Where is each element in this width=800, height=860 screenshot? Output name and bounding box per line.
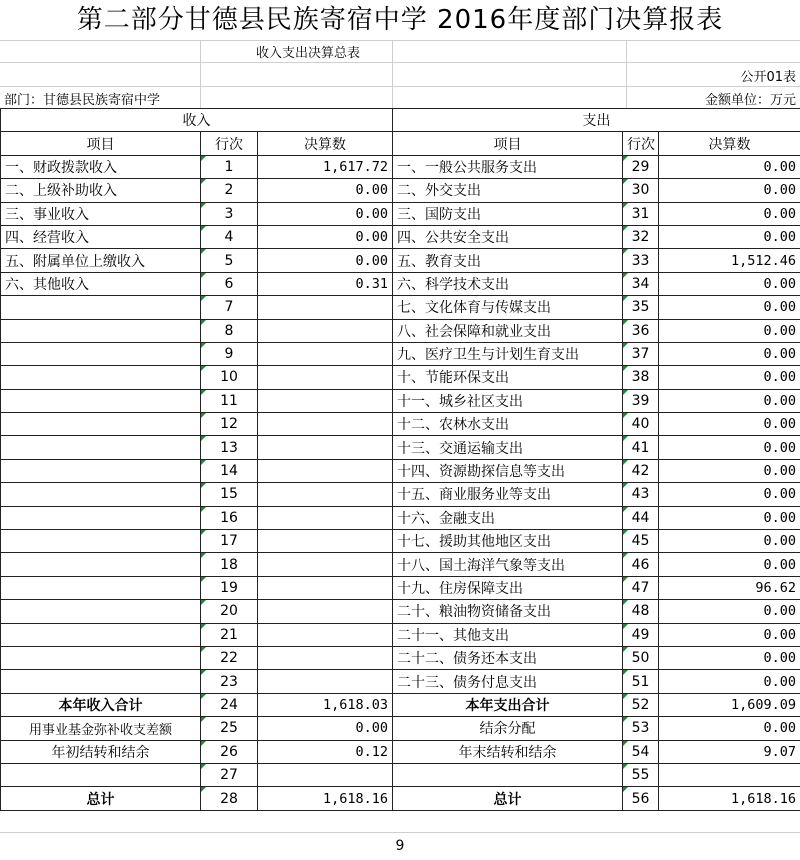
income-item-header: 项目 (1, 132, 201, 155)
expense-line-no: 35 (623, 296, 659, 319)
income-line-header: 行次 (201, 132, 258, 155)
expense-header: 支出 (393, 109, 800, 132)
subtitle-row (0, 40, 800, 63)
income-summary-item: 本年收入合计 (1, 693, 201, 716)
income-line-no: 11 (201, 389, 258, 412)
expense-amount: 0.00 (659, 436, 800, 459)
income-amount (258, 483, 393, 506)
income-item (1, 506, 201, 529)
expense-summary-item: 年末结转和结余 (393, 740, 623, 763)
income-line-no: 12 (201, 413, 258, 436)
table-row (1, 202, 800, 225)
expense-item: 二十一、其他支出 (393, 623, 623, 646)
expense-item: 十六、金融支出 (393, 506, 623, 529)
expense-item: 二、外交支出 (393, 179, 623, 202)
income-line-no: 23 (201, 670, 258, 693)
section-header-row (1, 109, 800, 132)
expense-summary-item: 总计 (393, 787, 623, 810)
expense-item: 四、公共安全支出 (393, 225, 623, 248)
expense-item: 十七、援助其他地区支出 (393, 530, 623, 553)
income-amount (258, 436, 393, 459)
income-amount: 0.00 (258, 717, 393, 740)
expense-line-no: 29 (623, 155, 659, 178)
expense-amount: 0.00 (659, 155, 800, 178)
summary-row (1, 787, 800, 810)
income-line-no: 14 (201, 459, 258, 482)
income-item: 三、事业收入 (1, 202, 201, 225)
income-line-no: 1 (201, 155, 258, 178)
expense-amount: 1,609.09 (659, 693, 800, 716)
income-item: 四、经营收入 (1, 225, 201, 248)
expense-item: 二十二、债务还本支出 (393, 646, 623, 669)
income-item (1, 670, 201, 693)
expense-item: 三、国防支出 (393, 202, 623, 225)
table-row (1, 646, 800, 669)
expense-line-no: 34 (623, 272, 659, 295)
page-number: 9 (0, 832, 800, 860)
table-row (1, 319, 800, 342)
income-item (1, 319, 201, 342)
income-line-no: 27 (201, 763, 258, 786)
income-line-no: 26 (201, 740, 258, 763)
income-amount (258, 506, 393, 529)
expense-line-no: 47 (623, 576, 659, 599)
expense-line-no: 55 (623, 763, 659, 786)
expense-item: 十三、交通运输支出 (393, 436, 623, 459)
income-item (1, 296, 201, 319)
expense-line-no: 50 (623, 646, 659, 669)
income-line-no: 6 (201, 272, 258, 295)
expense-amount: 0.00 (659, 646, 800, 669)
expense-amount: 0.00 (659, 717, 800, 740)
income-amount (258, 576, 393, 599)
income-amount: 0.31 (258, 272, 393, 295)
income-line-no: 22 (201, 646, 258, 669)
income-amount (258, 670, 393, 693)
expense-amount: 0.00 (659, 366, 800, 389)
income-line-no: 25 (201, 717, 258, 740)
income-line-no: 4 (201, 225, 258, 248)
expense-amount: 0.00 (659, 225, 800, 248)
table-row (1, 670, 800, 693)
income-line-no: 8 (201, 319, 258, 342)
income-line-no: 24 (201, 693, 258, 716)
table-row (1, 179, 800, 202)
expense-amount: 0.00 (659, 623, 800, 646)
expense-line-no: 37 (623, 342, 659, 365)
subtitle: 收入支出决算总表 (256, 46, 361, 61)
summary-row (1, 763, 800, 786)
income-amount (258, 319, 393, 342)
income-amount: 0.00 (258, 202, 393, 225)
unit-label: 金额单位：万元 (704, 93, 796, 108)
expense-amount: 0.00 (659, 413, 800, 436)
expense-line-no: 31 (623, 202, 659, 225)
expense-line-no: 48 (623, 600, 659, 623)
table-row (1, 155, 800, 178)
income-amount (258, 459, 393, 482)
income-item: 六、其他收入 (1, 272, 201, 295)
income-amount: 1,618.16 (258, 787, 393, 810)
expense-item: 二十、粮油物资储备支出 (393, 600, 623, 623)
income-item (1, 576, 201, 599)
expense-line-no: 53 (623, 717, 659, 740)
expense-line-no: 30 (623, 179, 659, 202)
income-item: 二、上级补助收入 (1, 179, 201, 202)
income-item (1, 530, 201, 553)
expense-summary-item: 本年支出合计 (393, 693, 623, 716)
income-amount (258, 553, 393, 576)
expense-item: 六、科学技术支出 (393, 272, 623, 295)
form-code: 公开01表 (740, 70, 796, 85)
expense-amount: 0.00 (659, 179, 800, 202)
expense-line-no: 38 (623, 366, 659, 389)
expense-line-no: 33 (623, 249, 659, 272)
summary-row (1, 717, 800, 740)
expense-line-no: 32 (623, 225, 659, 248)
expense-item: 九、医疗卫生与计划生育支出 (393, 342, 623, 365)
expense-line-no: 39 (623, 389, 659, 412)
expense-line-no: 45 (623, 530, 659, 553)
income-amount: 1,617.72 (258, 155, 393, 178)
income-line-no: 28 (201, 787, 258, 810)
income-summary-item: 年初结转和结余 (1, 740, 201, 763)
income-line-no: 13 (201, 436, 258, 459)
income-line-no: 21 (201, 623, 258, 646)
income-amount (258, 530, 393, 553)
income-amount (258, 646, 393, 669)
income-item (1, 600, 201, 623)
income-item (1, 553, 201, 576)
expense-amount: 0.00 (659, 202, 800, 225)
table-row (1, 366, 800, 389)
income-line-no: 3 (201, 202, 258, 225)
table-row (1, 342, 800, 365)
income-item (1, 646, 201, 669)
expense-line-no: 46 (623, 553, 659, 576)
expense-amount: 1,618.16 (659, 787, 800, 810)
income-line-no: 17 (201, 530, 258, 553)
expense-amount: 0.00 (659, 296, 800, 319)
income-amount (258, 296, 393, 319)
income-line-no: 16 (201, 506, 258, 529)
table-row (1, 389, 800, 412)
department-label: 部门：甘德县民族寄宿中学 (4, 93, 161, 108)
income-summary-item: 用事业基金弥补收支差额 (1, 717, 201, 740)
expense-item: 十四、资源勘探信息等支出 (393, 459, 623, 482)
income-summary-item: 总计 (1, 787, 201, 810)
income-item (1, 366, 201, 389)
table-row (1, 600, 800, 623)
expense-line-no: 44 (623, 506, 659, 529)
expense-item: 十九、住房保障支出 (393, 576, 623, 599)
summary-row (1, 693, 800, 716)
expense-item: 十二、农林水支出 (393, 413, 623, 436)
expense-line-header: 行次 (623, 132, 659, 155)
income-item: 五、附属单位上缴收入 (1, 249, 201, 272)
income-header: 收入 (1, 109, 393, 132)
expense-amount: 0.00 (659, 319, 800, 342)
income-amount: 0.00 (258, 225, 393, 248)
income-amount (258, 413, 393, 436)
expense-line-no: 42 (623, 459, 659, 482)
income-amount (258, 763, 393, 786)
income-item (1, 342, 201, 365)
income-amount (258, 623, 393, 646)
expense-line-no: 51 (623, 670, 659, 693)
table-row (1, 530, 800, 553)
expense-amount: 0.00 (659, 530, 800, 553)
income-amount (258, 342, 393, 365)
expense-item-header: 项目 (393, 132, 623, 155)
expense-amount: 0.00 (659, 600, 800, 623)
expense-line-no: 52 (623, 693, 659, 716)
income-line-no: 18 (201, 553, 258, 576)
income-amount: 0.00 (258, 249, 393, 272)
expense-amount: 0.00 (659, 389, 800, 412)
expense-item: 五、教育支出 (393, 249, 623, 272)
expense-item: 二十三、债务付息支出 (393, 670, 623, 693)
table-row (1, 225, 800, 248)
income-line-no: 20 (201, 600, 258, 623)
expense-line-no: 43 (623, 483, 659, 506)
income-item (1, 459, 201, 482)
income-line-no: 7 (201, 296, 258, 319)
income-item (1, 413, 201, 436)
income-amount: 0.12 (258, 740, 393, 763)
income-line-no: 5 (201, 249, 258, 272)
income-amount (258, 600, 393, 623)
expense-line-no: 41 (623, 436, 659, 459)
report-title: 第二部分甘德县民族寄宿中学 2016年度部门决算报表 (0, 0, 800, 41)
table-row (1, 623, 800, 646)
income-line-no: 19 (201, 576, 258, 599)
expense-amount: 0.00 (659, 459, 800, 482)
table-row (1, 459, 800, 482)
expense-amount: 0.00 (659, 342, 800, 365)
table-row (1, 296, 800, 319)
expense-line-no: 54 (623, 740, 659, 763)
income-amount-header: 决算数 (258, 132, 393, 155)
expense-amount-header: 决算数 (659, 132, 800, 155)
column-header-row (1, 132, 800, 155)
income-summary-item (1, 763, 201, 786)
expense-amount: 96.62 (659, 576, 800, 599)
expense-item: 十八、国土海洋气象等支出 (393, 553, 623, 576)
table-row (1, 249, 800, 272)
table-row (1, 576, 800, 599)
income-line-no: 10 (201, 366, 258, 389)
table-row (1, 436, 800, 459)
expense-item: 十一、城乡社区支出 (393, 389, 623, 412)
form-code-row (0, 62, 800, 87)
income-amount (258, 366, 393, 389)
table-row (1, 506, 800, 529)
expense-item: 十五、商业服务业等支出 (393, 483, 623, 506)
expense-item: 十、节能环保支出 (393, 366, 623, 389)
finance-table (0, 108, 800, 811)
expense-amount (659, 763, 800, 786)
expense-line-no: 40 (623, 413, 659, 436)
table-row (1, 553, 800, 576)
income-item (1, 623, 201, 646)
expense-item: 八、社会保障和就业支出 (393, 319, 623, 342)
income-item (1, 436, 201, 459)
income-amount: 0.00 (258, 179, 393, 202)
expense-amount: 0.00 (659, 553, 800, 576)
income-line-no: 9 (201, 342, 258, 365)
expense-amount: 0.00 (659, 670, 800, 693)
expense-amount: 0.00 (659, 506, 800, 529)
table-row (1, 483, 800, 506)
expense-item: 七、文化体育与传媒支出 (393, 296, 623, 319)
expense-line-no: 56 (623, 787, 659, 810)
expense-item: 一、一般公共服务支出 (393, 155, 623, 178)
table-row (1, 272, 800, 295)
expense-summary-item (393, 763, 623, 786)
income-amount (258, 389, 393, 412)
income-amount: 1,618.03 (258, 693, 393, 716)
income-line-no: 15 (201, 483, 258, 506)
summary-row (1, 740, 800, 763)
expense-line-no: 49 (623, 623, 659, 646)
expense-summary-item: 结余分配 (393, 717, 623, 740)
income-item: 一、财政拨款收入 (1, 155, 201, 178)
income-item (1, 483, 201, 506)
expense-amount: 0.00 (659, 483, 800, 506)
expense-line-no: 36 (623, 319, 659, 342)
table-row (1, 413, 800, 436)
income-item (1, 389, 201, 412)
expense-amount: 1,512.46 (659, 249, 800, 272)
expense-amount: 0.00 (659, 272, 800, 295)
expense-amount: 9.07 (659, 740, 800, 763)
income-line-no: 2 (201, 179, 258, 202)
department-row (0, 86, 800, 108)
